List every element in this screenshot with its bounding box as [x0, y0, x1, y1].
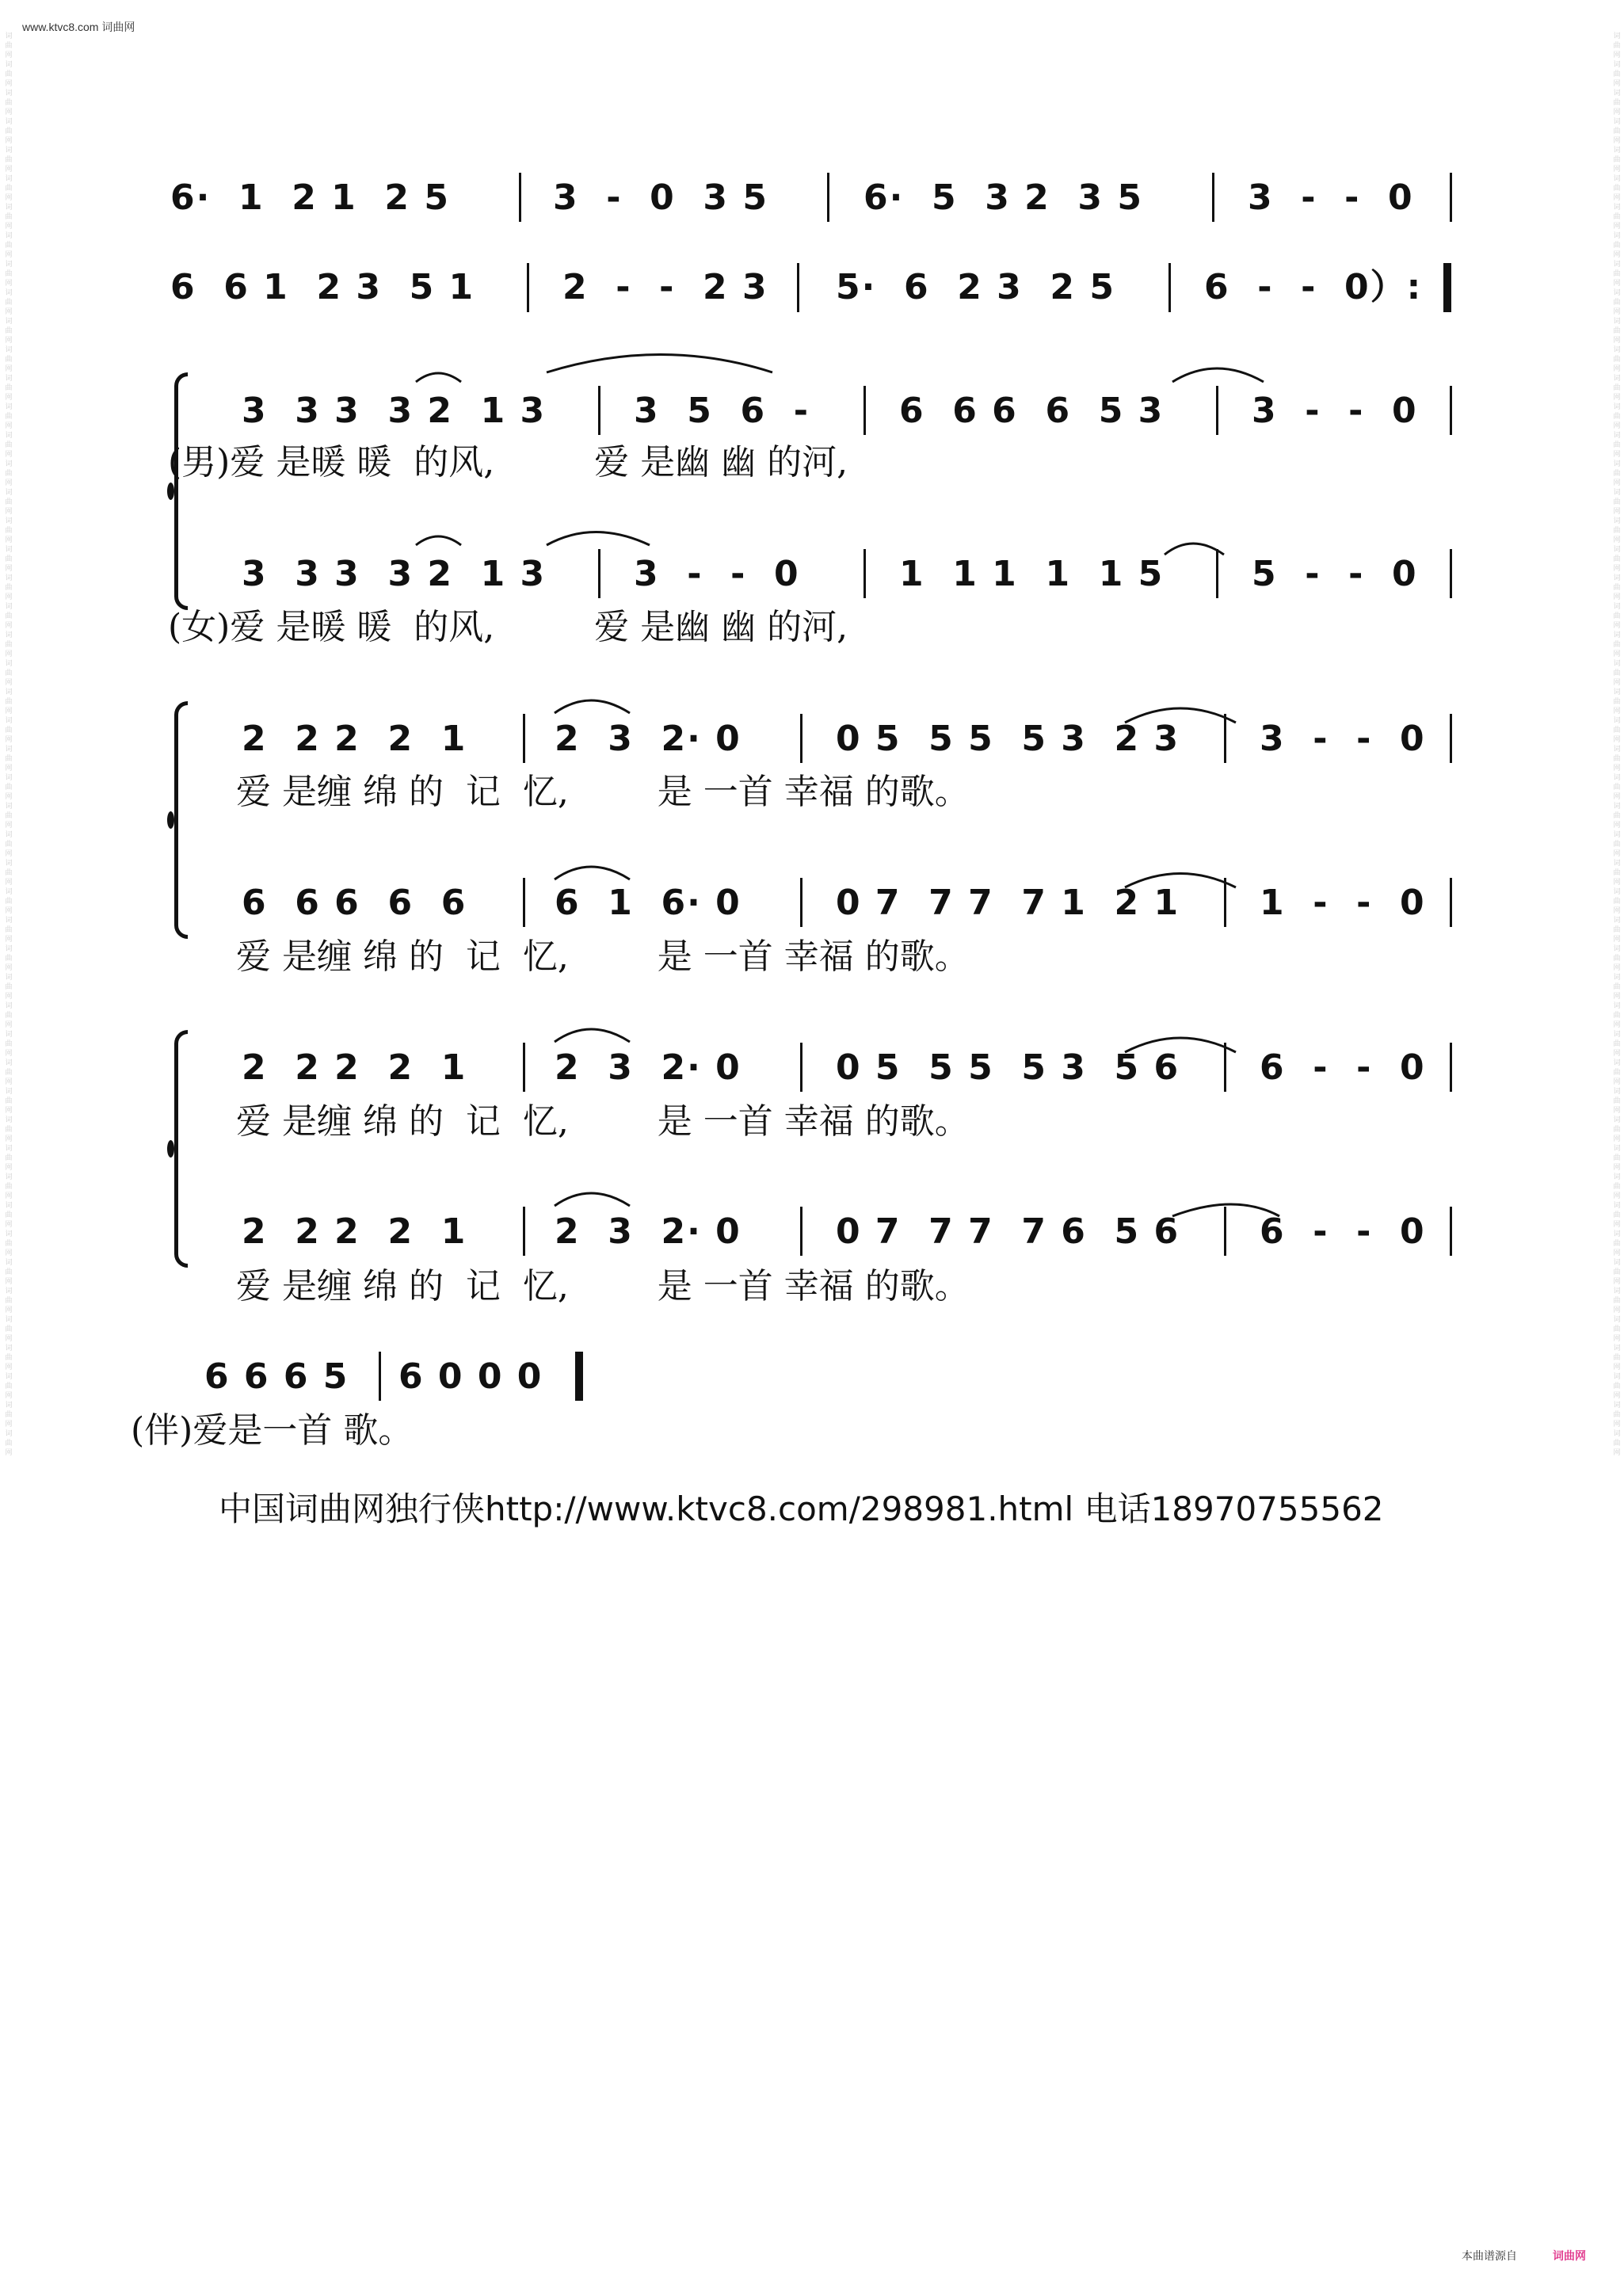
lyrics-female: (女)爱 是暖 暖 的风, 爱 是幽 幽 的河,	[168, 607, 848, 647]
notes-chorus-b2-m1: 2 2 2 2 1	[242, 1211, 467, 1252]
notes-line-2-m4: 6 - - 0）:	[1204, 267, 1423, 307]
notes-chorus-a2-m4: 1 - - 0	[1260, 883, 1426, 923]
notes-male-m3: 6 6 6 6 5 3	[899, 391, 1165, 431]
notes-chorus-b1-m2: 2 3 2· 0	[555, 1047, 741, 1088]
lyrics-chorus-b1: 爱 是缠 绵 的 记 忆, 是 一首 幸福 的歌。	[236, 1101, 970, 1142]
notes-male-m4: 3 - - 0	[1252, 391, 1418, 431]
notes-chorus-a1-m2: 2 3 2· 0	[555, 719, 741, 759]
corner-source-label: 本曲谱源自	[1462, 2250, 1517, 2263]
sidebar-watermark-right: 词曲网词曲网词曲网词曲网词曲网词曲网词曲网词曲网词曲网词曲网词曲网词曲网词曲网词曲网词曲网词曲网词曲网词曲网词曲网词曲网词曲网词曲网词曲网词曲网词曲网词曲网词曲网词曲网词曲网词曲网词曲网词曲网词曲网词曲网词曲网词曲网词曲网词曲网词曲网词曲网词曲网词曲网词曲网词曲网词曲网词曲网词曲网词曲网词曲网词曲网	[1613, 32, 1621, 1457]
notes-male-m2: 3 5 6 -	[634, 391, 810, 431]
lyrics-coda: (伴)爱是一首 歌。	[131, 1410, 414, 1451]
notes-line-1-m4: 3 - - 0	[1248, 177, 1414, 218]
notes-line-1-m3: 6· 5 3 2 3 5	[863, 177, 1143, 218]
footer-credit: 中国词曲网独行侠http://www.ktvc8.com/298981.html 电话18970755562	[219, 1490, 1384, 1528]
sidebar-watermark-left: 词曲网词曲网词曲网词曲网词曲网词曲网词曲网词曲网词曲网词曲网词曲网词曲网词曲网词曲网词曲网词曲网词曲网词曲网词曲网词曲网词曲网词曲网词曲网词曲网词曲网词曲网词曲网词曲网词曲网词曲网词曲网词曲网词曲网词曲网词曲网词曲网词曲网词曲网词曲网词曲网词曲网词曲网词曲网词曲网词曲网词曲网词曲网词曲网词曲网词曲网	[5, 32, 13, 1457]
notes-female-m1: 3 3 3 3 2 1 3	[242, 554, 547, 594]
notes-chorus-a2-m3: 0 7 7 7 7 1 2 1	[836, 883, 1180, 923]
notes-chorus-a2-m1: 6 6 6 6 6	[242, 883, 467, 923]
notes-chorus-b1-m3: 0 5 5 5 5 3 5 6	[836, 1047, 1180, 1088]
notes-chorus-b1-m1: 2 2 2 2 1	[242, 1047, 467, 1088]
notes-chorus-a1-m4: 3 - - 0	[1260, 719, 1426, 759]
site-header: www.ktvc8.com 词曲网	[22, 21, 135, 33]
lyrics-chorus-b2: 爱 是缠 绵 的 记 忆, 是 一首 幸福 的歌。	[236, 1266, 970, 1306]
lyrics-chorus-a1: 爱 是缠 绵 的 记 忆, 是 一首 幸福 的歌。	[236, 772, 970, 812]
notes-female-m2: 3 - - 0	[634, 554, 800, 594]
notes-coda-m1: 6 6 6 5	[204, 1356, 349, 1397]
notes-chorus-a1-m1: 2 2 2 2 1	[242, 719, 467, 759]
notes-chorus-a2-m2: 6 1 6· 0	[555, 883, 741, 923]
lyrics-male: (男)爱 是暖 暖 的风, 爱 是幽 幽 的河,	[168, 442, 848, 483]
notes-male-m1: 3 3 3 3 2 1 3	[242, 391, 547, 431]
notes-line-1-visual: 6· 1 2 1 2 5	[170, 177, 450, 218]
notes-female-m4: 5 - - 0	[1252, 554, 1418, 594]
notes-chorus-b2-m4: 6 - - 0	[1260, 1211, 1426, 1252]
notes-line-2-m2: 2 - - 2 3	[562, 267, 768, 307]
notes-chorus-b1-m4: 6 - - 0	[1260, 1047, 1426, 1088]
notes-line-2-m3: 5· 6 2 3 2 5	[836, 267, 1115, 307]
notes-chorus-b2-m2: 2 3 2· 0	[555, 1211, 741, 1252]
notes-chorus-a1-m3: 0 5 5 5 5 3 2 3	[836, 719, 1180, 759]
notes-line-2-m1: 6 6 1 2 3 5 1	[170, 267, 475, 307]
notes-chorus-b2-m3: 0 7 7 7 7 6 5 6	[836, 1211, 1180, 1252]
notes-female-m3: 1 1 1 1 1 5	[899, 554, 1165, 594]
corner-site-logo: 词曲网	[1553, 2250, 1586, 2263]
lyrics-chorus-a2: 爱 是缠 绵 的 记 忆, 是 一首 幸福 的歌。	[236, 936, 970, 977]
notes-line-1-m2: 3 - 0 3 5	[553, 177, 768, 218]
notes-coda-m2: 6 0 0 0	[398, 1356, 543, 1397]
